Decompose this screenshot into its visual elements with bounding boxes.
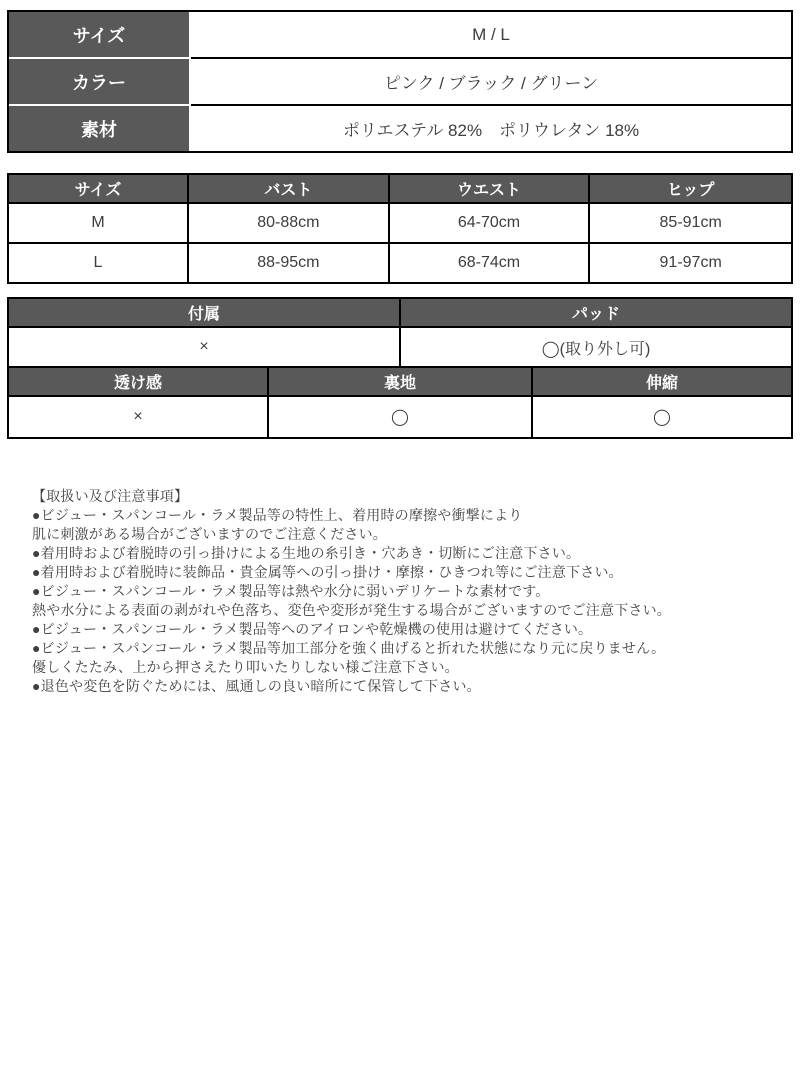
- col-header-hip: ヒップ: [590, 175, 791, 204]
- care-note-line: ●着用時および着脱時の引っ掛けによる生地の糸引き・穴あき・切断にご注意下さい。: [32, 545, 581, 561]
- care-note-line: ●着用時および着脱時に装飾品・貴金属等への引っ掛け・摩擦・ひきつれ等にご注意下さい。: [32, 564, 623, 580]
- features-bottom-value-row: [9, 397, 791, 437]
- bust-cell: 80-88cm: [189, 204, 390, 244]
- size-cell: M: [9, 204, 189, 244]
- care-notes: [32, 487, 782, 696]
- care-note-line: ●ビジュー・スパンコール・ラメ製品等加工部分を強く曲げると折れた状態になり元に戻りません。: [32, 640, 666, 656]
- pad-value: ◯(取り外し可): [401, 328, 791, 366]
- accessory-value: ×: [9, 328, 401, 366]
- features-table-top: [7, 297, 793, 368]
- spec-value-color: ピンク / ブラック / グリーン: [191, 59, 791, 106]
- col-header-pad: パッド: [401, 299, 791, 328]
- waist-cell: 64-70cm: [390, 204, 591, 244]
- spec-value-material: ポリエステル 82% ポリウレタン 18%: [191, 106, 791, 151]
- size-cell: L: [9, 244, 189, 282]
- spec-label-material: 素材: [9, 106, 191, 151]
- bust-cell: 88-95cm: [189, 244, 390, 282]
- table-row: [9, 106, 791, 151]
- col-header-stretch: 伸縮: [533, 368, 791, 397]
- care-note-line: 熱や水分による表面の剥がれや色落ち、変色や変形が発生する場合がございますのでご注意下さい。: [32, 602, 671, 618]
- spec-value-size: M / L: [191, 12, 791, 59]
- spec-label-size: サイズ: [9, 12, 191, 59]
- care-notes-heading: 【取扱い及び注意事項】: [32, 488, 189, 504]
- table-row: [9, 12, 791, 59]
- features-top-value-row: [9, 328, 791, 366]
- col-header-sheerness: 透け感: [9, 368, 269, 397]
- care-note-line: ●ビジュー・スパンコール・ラメ製品等は熱や水分に弱いデリケートな素材です。: [32, 583, 550, 599]
- col-header-bust: バスト: [189, 175, 390, 204]
- care-note-line: ●ビジュー・スパンコール・ラメ製品等へのアイロンや乾燥機の使用は避けてください。: [32, 621, 593, 637]
- table-row: [9, 59, 791, 106]
- product-info-table: [7, 10, 793, 153]
- hip-cell: 85-91cm: [590, 204, 791, 244]
- waist-cell: 68-74cm: [390, 244, 591, 282]
- col-header-accessory: 付属: [9, 299, 401, 328]
- care-note-line: ●ビジュー・スパンコール・ラメ製品等の特性上、着用時の摩擦や衝撃により: [32, 507, 523, 523]
- features-bottom-header-row: [9, 368, 791, 397]
- size-row-m: [9, 204, 791, 244]
- care-note-line: 優しくたたみ、上から押さえたり叩いたりしない様ご注意下さい。: [32, 659, 459, 675]
- col-header-size: サイズ: [9, 175, 189, 204]
- size-chart-table: [7, 173, 793, 284]
- features-table-bottom: [7, 366, 793, 439]
- care-note-line: 肌に刺激がある場合がございますのでご注意ください。: [32, 526, 387, 542]
- stretch-value: ◯: [533, 397, 791, 437]
- col-header-waist: ウエスト: [390, 175, 591, 204]
- size-row-l: [9, 244, 791, 282]
- col-header-lining: 裏地: [269, 368, 533, 397]
- care-note-line: ●退色や変色を防ぐためには、風通しの良い暗所にて保管して下さい。: [32, 678, 481, 694]
- size-chart-header-row: [9, 175, 791, 204]
- spec-label-color: カラー: [9, 59, 191, 106]
- sheerness-value: ×: [9, 397, 269, 437]
- lining-value: ◯: [269, 397, 533, 437]
- features-top-header-row: [9, 299, 791, 328]
- hip-cell: 91-97cm: [590, 244, 791, 282]
